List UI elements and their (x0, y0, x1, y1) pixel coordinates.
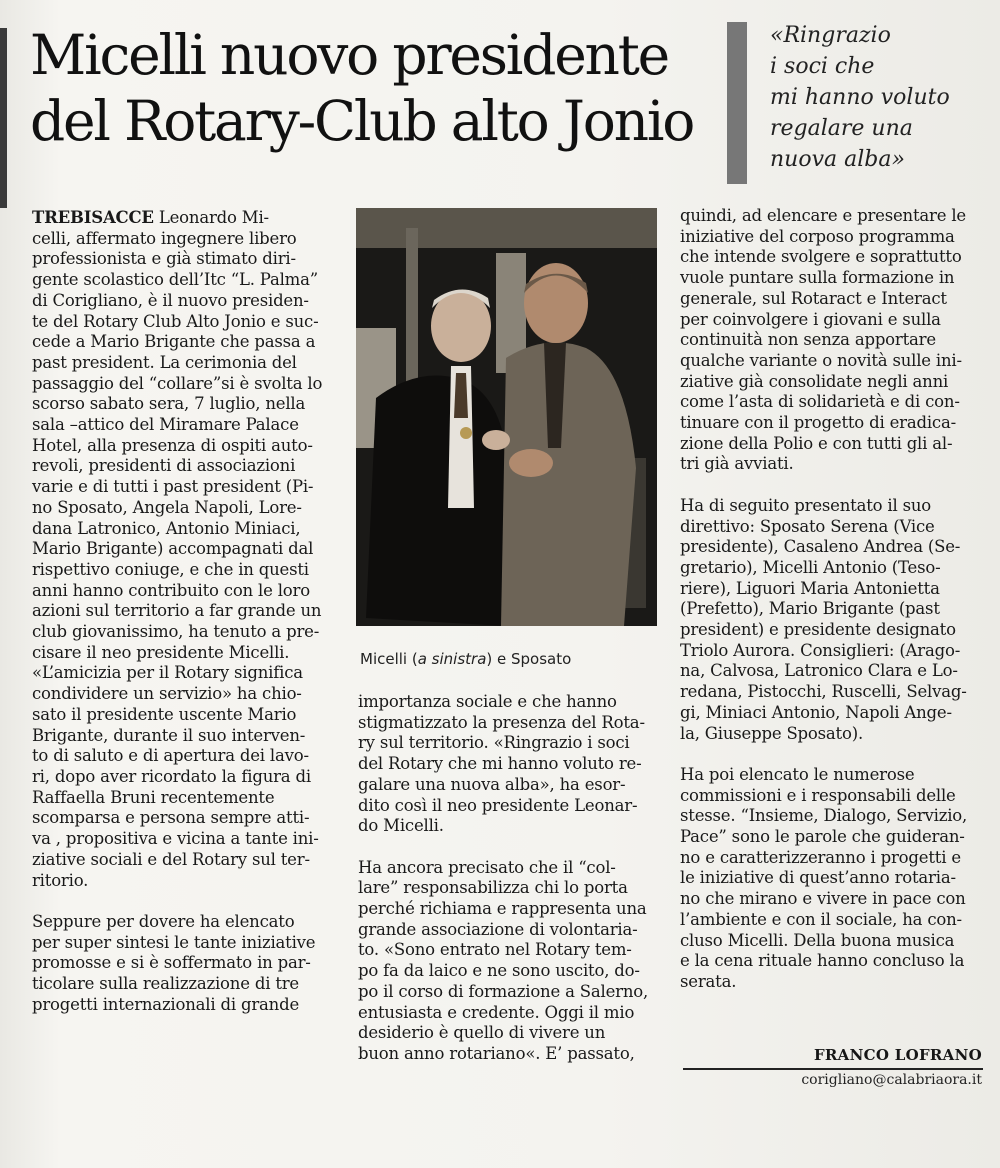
text-line: cisare il neo presidente Micelli. (32, 642, 290, 662)
text-line: to. «Sono entrato nel Rotary tem- (358, 940, 632, 960)
text-line: ri, dopo aver ricordato la figura di (32, 766, 311, 786)
pull-quote-line: i soci che (770, 54, 875, 79)
text-line: gretario), Micelli Antonio (Teso- (680, 557, 941, 577)
text-line: qualche variante o novità sulle ini- (680, 350, 962, 370)
text-line: ticolare sulla realizzazione di tre (32, 974, 299, 993)
text-line: dana Latronico, Antonio Miniaci, (32, 518, 301, 538)
text-line: le iniziative di quest’anno rotaria- (680, 868, 956, 888)
caption-emphasis: a sinistra (417, 650, 487, 668)
paragraph-gap (32, 891, 334, 912)
text-line: Ha poi elencato le numerose (680, 764, 915, 784)
text-line: «L’amicizia per il Rotary significa (32, 663, 303, 683)
text-line: varie e di tutti i past president (Pi- (32, 477, 314, 497)
text-line: l’ambiente e con il sociale, ha con- (680, 909, 962, 929)
paragraph-gap (358, 837, 634, 858)
text-line: commissioni e i responsabili delle (680, 785, 956, 805)
text-line: la, Giuseppe Sposato). (680, 723, 864, 743)
text-line: club giovanissimo, ha tenuto a pre- (32, 622, 320, 642)
text-line: generale, sul Rotaract e Interact (680, 288, 947, 308)
text-line: celli, affermato ingegnere libero (32, 228, 297, 248)
article-column-2 (358, 692, 649, 1065)
pull-quote-line: «Ringrazio (770, 23, 891, 48)
paragraph-gap (680, 744, 985, 765)
text-line-rest: Leonardo Mi- (153, 208, 269, 227)
text-line: ziative già consolidate negli anni (680, 371, 949, 391)
caption-text-2: ) e Sposato (486, 650, 572, 668)
text-line: progetti internazionali di grande (32, 994, 300, 1014)
pull-quote-line: nuova alba» (770, 147, 905, 172)
text-line: scomparsa e persona sempre atti- (32, 808, 310, 828)
text-line: ritorio. (32, 870, 89, 890)
text-line: passaggio del “collare”si è svolta lo (32, 373, 323, 393)
headline (30, 22, 730, 154)
text-line: va , propositiva e vicina a tante ini- (32, 829, 319, 849)
pull-quote-line: regalare una (770, 116, 913, 141)
text-line: condividere un servizio» ha chio- (32, 684, 302, 704)
text-line: Ha ancora precisato che il “col- (358, 857, 616, 877)
text-line: buon anno rotariano«. E’ passato, (358, 1043, 635, 1063)
text-line: (Prefetto), Mario Brigante (past (680, 599, 940, 619)
text-line: direttivo: Sposato Serena (Vice (680, 516, 935, 536)
text-line: che intende svolgere e soprattutto (680, 247, 962, 267)
article-photo (356, 208, 657, 626)
text-line: e la cena rituale hanno concluso la (680, 951, 965, 971)
text-line: sala –attico del Miramare Palace (32, 415, 299, 435)
text-line: del Rotary che mi hanno voluto re- (358, 754, 642, 774)
article-column-3 (680, 206, 985, 993)
text-line: gi, Miniaci Antonio, Napoli Ange- (680, 702, 952, 722)
text-line: grande associazione di volontaria- (358, 919, 638, 939)
pull-quote-bar (727, 22, 747, 184)
text-line: president) e presidente designato (680, 620, 956, 640)
text-line: zione della Polio e con tutti gli al- (680, 433, 953, 453)
text-line: cede a Mario Brigante che passa a (32, 332, 316, 352)
text-line: Raffaella Bruni recentemente (32, 787, 275, 807)
text-line: vuole puntare sulla formazione in (680, 268, 955, 288)
text-line: te del Rotary Club Alto Jonio e suc- (32, 311, 319, 331)
text-line (32, 208, 334, 229)
text-line: stesse. “Insieme, Dialogo, Servizio, (680, 806, 968, 826)
left-margin-rule (0, 28, 7, 208)
text-line: presidente), Casaleno Andrea (Se- (680, 537, 961, 557)
text-line: riere), Liguori Maria Antonietta (680, 578, 940, 598)
text-line: sato il presidente uscente Mario (32, 704, 297, 724)
text-line: Seppure per dovere ha elencato (32, 911, 295, 931)
text-line: do Micelli. (358, 816, 444, 836)
text-line: no Sposato, Angela Napoli, Lore- (32, 497, 302, 517)
byline-rule (683, 1068, 983, 1070)
text-line: professionista e già stimato diri- (32, 249, 296, 269)
dateline: TREBISACCE (32, 208, 154, 227)
text-line: scorso sabato sera, 7 luglio, nella (32, 394, 306, 414)
text-line: Ha di seguito presentato il suo (680, 495, 932, 515)
text-line: desiderio è quello di vivere un (358, 1023, 606, 1043)
pull-quote-line: mi hanno voluto (770, 85, 950, 110)
text-line: promosse e si è soffermato in par- (32, 953, 311, 973)
text-line: ziative sociali e del Rotary sul ter- (32, 849, 310, 869)
text-line: redana, Pistocchi, Ruscelli, Selvag- (680, 682, 967, 702)
text-line: na, Calvosa, Latronico Clara e Lo- (680, 661, 958, 681)
text-line: to di saluto e di apertura dei lavo- (32, 746, 309, 766)
paragraph-gap (680, 475, 985, 496)
text-line: galare una nuova alba», ha esor- (358, 774, 626, 794)
text-line: rispettivo coniuge, e che in questi (32, 559, 309, 579)
text-line: cluso Micelli. Della buona musica (680, 930, 955, 950)
text-line: Hotel, alla presenza di ospiti auto- (32, 435, 313, 455)
text-line: no che mirano e vivere in pace con (680, 889, 966, 909)
byline-author: FRANCO LOFRANO (813, 1046, 982, 1064)
photo-illustration (356, 208, 657, 626)
article-column-1 (32, 208, 334, 1015)
text-line: continuità non senza apportare (680, 330, 936, 350)
text-line: ry sul territorio. «Ringrazio i soci (358, 733, 630, 753)
photo-caption (360, 650, 571, 668)
text-line: azioni sul territorio a far grande un (32, 601, 322, 621)
text-line: di Corigliano, è il nuovo presiden- (32, 290, 309, 310)
text-line: po fa da laico e ne sono uscito, do- (358, 961, 640, 981)
text-line: per coinvolgere i giovani e sulla (680, 309, 941, 329)
text-line: entusiasta e credente. Oggi il mio (358, 1002, 635, 1022)
text-line: stigmatizzato la presenza del Rota- (358, 712, 645, 732)
text-line: Triolo Aurora. Consiglieri: (Arago- (680, 640, 961, 660)
text-line: dito così il neo presidente Leonar- (358, 795, 638, 815)
text-line: Brigante, durante il suo interven- (32, 725, 306, 745)
headline-line-2: del Rotary-Club alto Jonio (30, 89, 694, 153)
text-line: anni hanno contribuito con le loro (32, 580, 310, 600)
text-line: Pace” sono le parole che guideran- (680, 827, 965, 847)
pull-quote (770, 20, 995, 175)
text-line: revoli, presidenti di associazioni (32, 456, 296, 476)
text-line: gente scolastico dell’Itc “L. Palma” (32, 270, 318, 290)
text-line: serata. (680, 971, 737, 991)
text-line: po il corso di formazione a Salerno, (358, 981, 649, 1001)
text-line: lare” responsabilizza chi lo porta (358, 878, 628, 898)
text-line: tinuare con il progetto di eradica- (680, 413, 956, 433)
text-line: iniziative del corposo programma (680, 226, 955, 246)
text-line: tri già avviati. (680, 454, 794, 474)
text-line: per super sintesi le tante iniziative (32, 932, 316, 952)
text-line: past president. La cerimonia del (32, 352, 297, 372)
text-line: Mario Brigante) accompagnati dal (32, 539, 314, 559)
text-line: importanza sociale e che hanno (358, 692, 617, 711)
byline-email: corigliano@calabriaora.it (801, 1072, 982, 1088)
text-line: quindi, ad elencare e presentare le (680, 206, 966, 225)
text-line: no e caratterizzeranno i progetti e (680, 847, 961, 867)
text-line: perché richiama e rappresenta una (358, 899, 647, 919)
caption-text-1: Micelli ( (360, 650, 418, 668)
text-line: come l’asta di solidarietà e di con- (680, 392, 960, 412)
headline-line-1: Micelli nuovo presidente (30, 23, 669, 87)
